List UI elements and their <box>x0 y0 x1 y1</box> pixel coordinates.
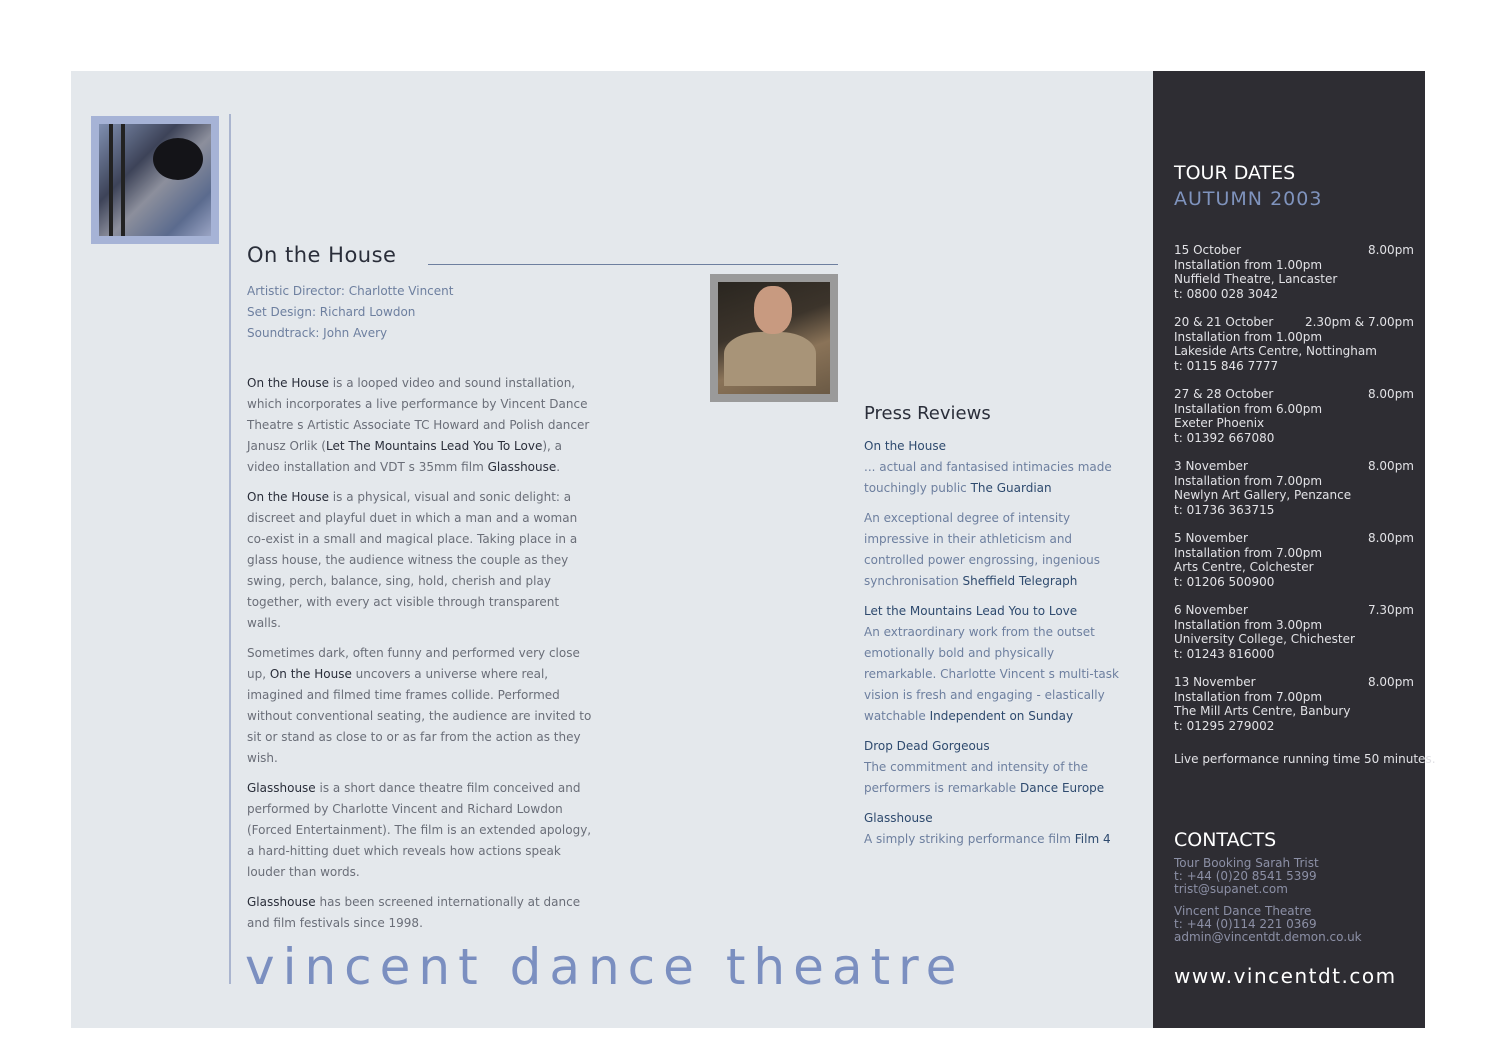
review: Let the Mountains Lead You to Love An extraordinary work from the outset emotionally bold and physically remarkable. Charlotte Vincent s multi-task vision is fresh and engaging - elastically watchable Independent on Sunday <box>864 604 1119 723</box>
company-email-link[interactable]: admin@vincentdt.demon.co.uk <box>1174 930 1362 944</box>
credit-soundtrack: Soundtrack: John Avery <box>247 326 388 340</box>
tour-season: AUTUMN 2003 <box>1174 188 1323 210</box>
paragraph: On the House is a looped video and sound installation, which incorporates a live performance by Vincent Dance Theatre s Artistic Associate TC Howard and Polish dancer Janusz Orlik (Let The Mountains Lead You To Love), a video installation and VDT s 35mm film Glasshouse. <box>247 376 590 474</box>
credit-artistic-director: Artistic Director: Charlotte Vincent <box>247 284 454 298</box>
credit-set-design: Set Design: Richard Lowdon <box>247 305 416 319</box>
review: On the House ... actual and fantasised intimacies made touchingly public The Guardian <box>864 439 1112 495</box>
tour-date: 15 October 8.00pm Installation from 1.00pm Nuffield Theatre, Lancaster t: 0800 028 3042 <box>1174 243 1414 301</box>
running-time: Live performance running time 50 minutes. <box>1174 752 1436 766</box>
review: An exceptional degree of intensity impressive in their athleticism and controlled power engrossing, ingenious synchronisation Sheffield Telegraph <box>864 511 1101 588</box>
page-title: On the House <box>247 243 397 267</box>
contacts-list <box>1174 857 1362 953</box>
paragraph: Glasshouse has been screened internationally at dance and film festivals since 1998. <box>247 895 581 930</box>
paragraph: Sometimes dark, often funny and performed very close up, On the House uncovers a universe where real, imagined and filmed time frames collide. Performed without conventional seating, the audience are invited to sit or stand as close to or as far from the action as they wish. <box>247 646 592 765</box>
credits <box>247 281 453 344</box>
title-rule <box>428 264 838 265</box>
description <box>247 373 592 943</box>
website-link[interactable]: www.vincentdt.com <box>1174 964 1397 988</box>
dancer-photo <box>91 116 219 244</box>
tour-date: 6 November 7.30pm Installation from 3.00pm University College, Chichester t: 01243 816000 <box>1174 603 1414 661</box>
tour-dates-list <box>1174 243 1414 747</box>
tour-dates-heading: TOUR DATES <box>1174 162 1296 184</box>
press-reviews <box>864 436 1129 859</box>
contacts-heading: CONTACTS <box>1174 829 1277 851</box>
brand-wordmark: vincent dance theatre <box>245 938 965 996</box>
review: Drop Dead Gorgeous The commitment and intensity of the performers is remarkable Dance Europe <box>864 739 1105 795</box>
paragraph: Glasshouse is a short dance theatre film conceived and performed by Charlotte Vincent and Richard Lowdon (Forced Entertainment). The film is an extended apology, a hard-hitting duet which reveals how actions speak louder than words. <box>247 781 592 879</box>
review: Glasshouse A simply striking performance film Film 4 <box>864 811 1111 846</box>
tour-date: 3 November 8.00pm Installation from 7.00pm Newlyn Art Gallery, Penzance t: 01736 363715 <box>1174 459 1414 517</box>
contact-company: Vincent Dance Theatre t: +44 (0)114 221 0369 admin@vincentdt.demon.co.uk <box>1174 904 1362 944</box>
performer-photo <box>710 274 838 402</box>
tour-date: 27 & 28 October 8.00pm Installation from 6.00pm Exeter Phoenix t: 01392 667080 <box>1174 387 1414 445</box>
press-reviews-heading: Press Reviews <box>864 403 991 424</box>
tour-date: 20 & 21 October 2.30pm & 7.00pm Installation from 1.00pm Lakeside Arts Centre, Nottingham t: 0115 846 7777 <box>1174 315 1414 373</box>
booking-email-link[interactable]: trist@supanet.com <box>1174 882 1288 896</box>
contact-booking: Tour Booking Sarah Trist t: +44 (0)20 8541 5399 trist@supanet.com <box>1174 857 1362 896</box>
paragraph: On the House is a physical, visual and sonic delight: a discreet and playful duet in which a man and a woman co-exist in a small and magical place. Taking place in a glass house, the audience witness the couple as they swing, perch, balance, sing, hold, cherish and play together, with every act visible through transparent walls. <box>247 490 578 630</box>
tour-date: 13 November 8.00pm Installation from 7.00pm The Mill Arts Centre, Banbury t: 01295 279002 <box>1174 675 1414 733</box>
vertical-divider <box>229 114 231 984</box>
tour-date: 5 November 8.00pm Installation from 7.00pm Arts Centre, Colchester t: 01206 500900 <box>1174 531 1414 589</box>
